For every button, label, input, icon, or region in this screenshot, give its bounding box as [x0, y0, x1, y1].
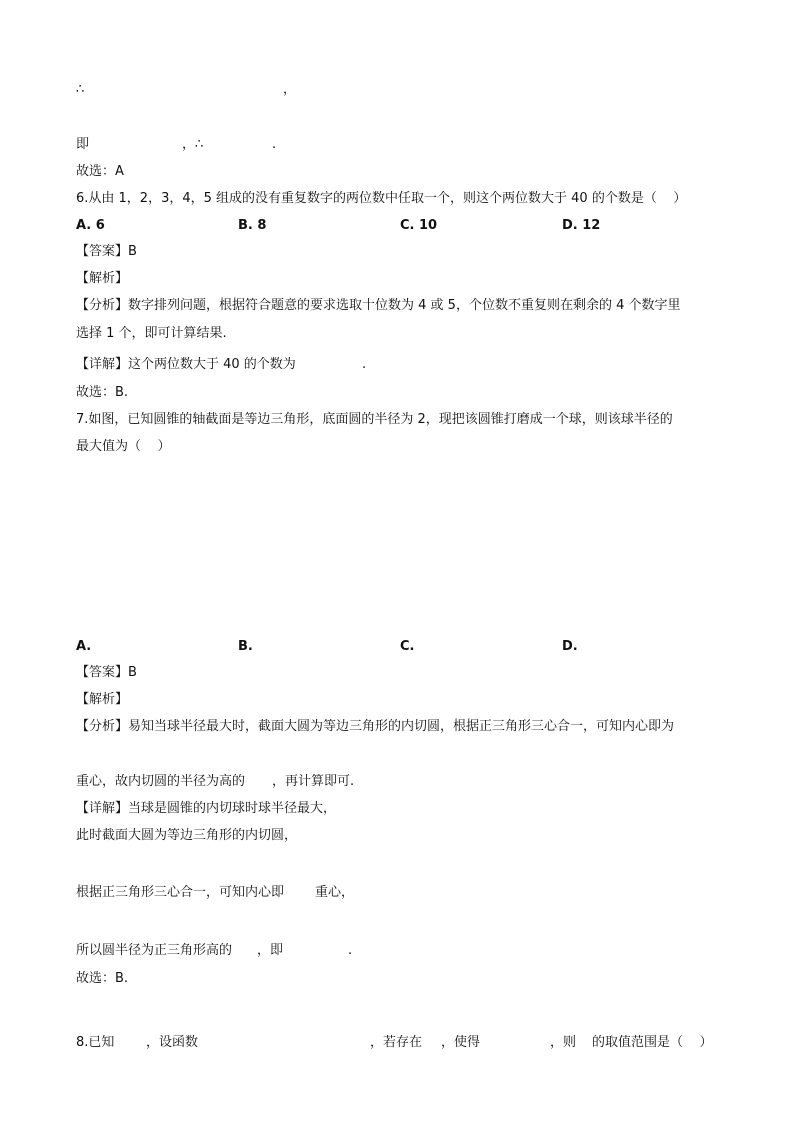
comma-therefore: ，∴: [182, 137, 204, 152]
q7-detail-line3a: 根据正三角形三心合一，可知内心即: [76, 885, 285, 900]
q6-option-d: D. 12: [562, 218, 601, 233]
q6-option-a: A. 6: [76, 218, 105, 233]
comma: ，: [283, 82, 297, 97]
q7-stem-line2: 最大值为（ ）: [76, 439, 171, 454]
q8-part1: 8.已知: [76, 1035, 115, 1050]
q6-detail: 【详解】这个两位数大于 40 的个数为: [76, 357, 296, 372]
q6-stem: 6.从由 1，2，3，4，5 组成的没有重复数字的两位数中任取一个，则这个两位数大于 40 的个数是（ ）: [76, 191, 687, 206]
q7-detail-line1: 【详解】当球是圆锥的内切球时球半径最大，: [76, 801, 337, 816]
q7-analysis-line2a: 重心，故内切圆的半径为高的: [76, 774, 246, 789]
q7-choice: 故选：B.: [76, 971, 129, 986]
q6-choice: 故选：B.: [76, 385, 129, 400]
q6-analysis-line1: 【分析】数字排列问题，根据符合题意的要求选取十位数为 4 或 5，个位数不重复则在剩余的 4 个数字里: [76, 298, 681, 313]
q8-part4: ，使得: [441, 1035, 481, 1050]
q7-jiexi: 【解析】: [76, 692, 129, 707]
q6-option-b: B. 8: [238, 218, 267, 233]
q7-analysis-line2b: ，再计算即可.: [272, 774, 355, 789]
q6-answer: 【答案】B: [76, 244, 137, 259]
q8-part5: ，则: [550, 1035, 577, 1050]
q7-detail-line4b: ，即: [257, 943, 284, 958]
q7-option-b: B.: [238, 639, 253, 654]
q8-part6: 的取值范围是（ ）: [592, 1035, 713, 1050]
ji-label: 即: [76, 137, 90, 152]
q7-stem-line1: 7.如图，已知圆锥的轴截面是等边三角形，底面圆的半径为 2，现把该圆锥打磨成一个球，则该球半径的: [76, 412, 673, 427]
q6-option-c: C. 10: [400, 218, 438, 233]
q7-detail-line4c: .: [348, 943, 353, 958]
q6-analysis-line2: 选择 1 个，即可计算结果.: [76, 326, 227, 341]
q8-part2: ，设函数: [146, 1035, 199, 1050]
q7-detail-line3b: 重心，: [315, 885, 355, 900]
q7-analysis-line1: 【分析】易知当球半径最大时，截面大圆为等边三角形的内切圆，根据正三角形三心合一，可知内心即为: [76, 719, 675, 734]
q7-answer: 【答案】B: [76, 665, 137, 680]
q7-option-c: C.: [400, 639, 415, 654]
q7-detail-line2: 此时截面大圆为等边三角形的内切圆，: [76, 828, 298, 843]
q7-option-a: A.: [76, 639, 92, 654]
q6-jiexi: 【解析】: [76, 271, 129, 286]
q7-detail-line4a: 所以圆半径为正三角形高的: [76, 943, 233, 958]
period: .: [272, 137, 277, 152]
therefore-symbol: ∴: [76, 82, 85, 97]
q6-detail-period: .: [362, 357, 367, 372]
q5-choice: 故选：A: [76, 164, 124, 179]
q7-option-d: D.: [562, 639, 578, 654]
q8-part3: ，若存在: [370, 1035, 423, 1050]
